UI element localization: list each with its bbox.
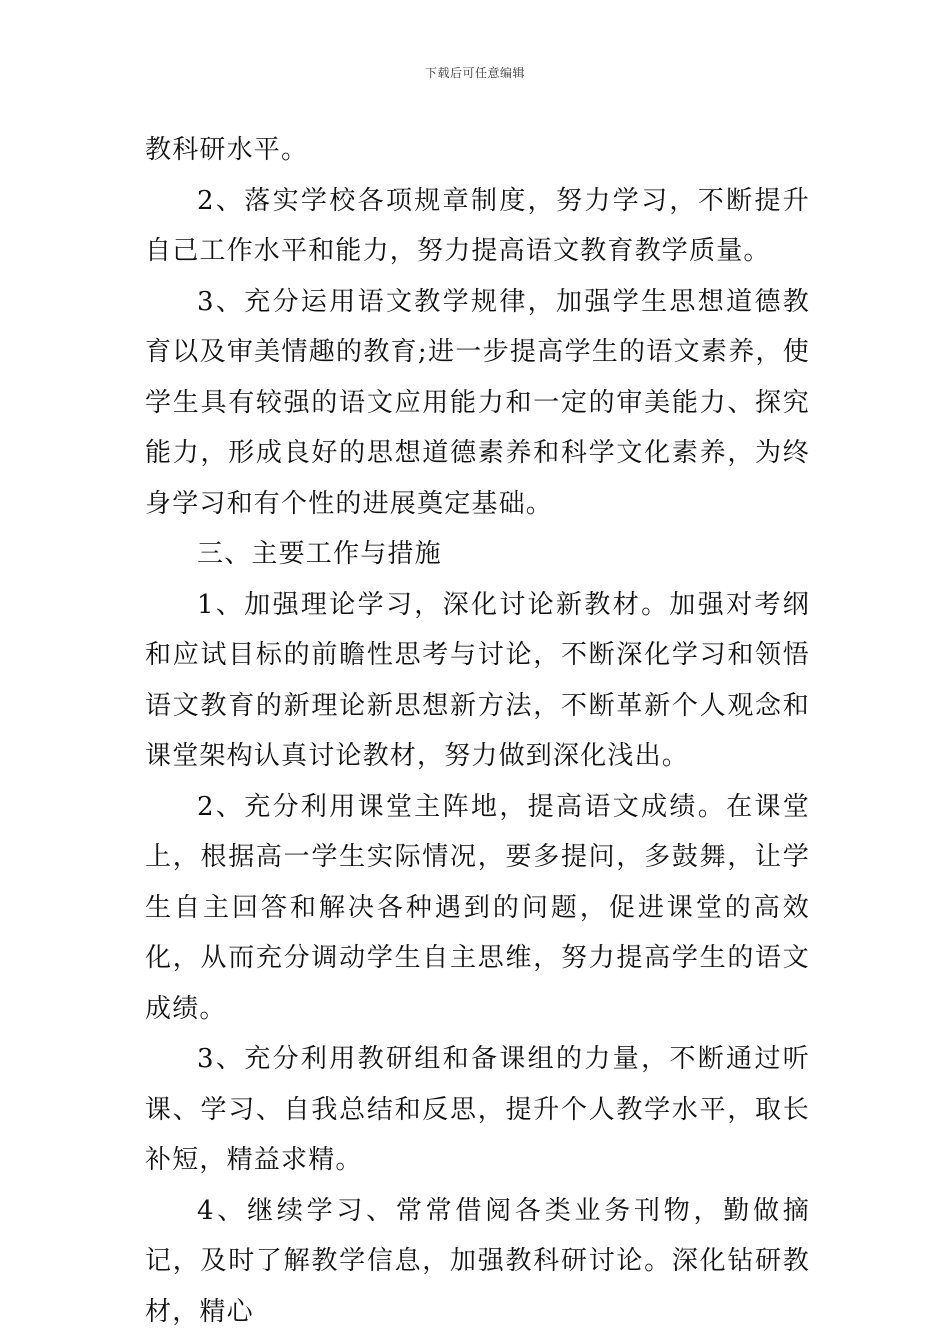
paragraph-item-3-teaching-rules: 3、充分运用语文教学规律，加强学生思想道德教育以及审美情趣的教育;进一步提高学生的语文素养，使学生具有较强的语文应用能力和一定的审美能力、探究能力，形成良好的思想道德素养和科学文化素养，为终身学习和有个性的进展奠定基础。 [145,286,810,519]
page-header: 下载后可任意编辑 [424,66,525,80]
document-body [145,125,810,1337]
paragraph-measure-1: 1、加强理论学习，深化讨论新教材。加强对考纲和应试目标的前瞻性思考与讨论，不断深化学习和领悟语文教育的新理论新思想新方法，不断革新个人观念和课堂架构认真讨论教材，努力做到深化浅出。 [145,589,810,771]
paragraph-measure-4: 4、继续学习、常常借阅各类业务刊物，勤做摘记，及时了解教学信息，加强教科研讨论。深化钻研教材，精心 [145,1195,810,1327]
paragraph-item-2-regulations: 2、落实学校各项规章制度，努力学习，不断提升自己工作水平和能力，努力提高语文教育教学质量。 [145,185,810,266]
paragraph-measure-2: 2、充分利用课堂主阵地，提高语文成绩。在课堂上，根据高一学生实际情况，要多提问，多鼓舞，让学生自主回答和解决各种遇到的问题，促进课堂的高效化，从而充分调动学生自主思维，努力提高学生的语文成绩。 [145,791,810,1024]
section-heading-main-work: 三、主要工作与措施 [197,539,442,569]
paragraph-continuation: 教科研水平。 [145,135,309,165]
paragraph-measure-3: 3、充分利用教研组和备课组的力量，不断通过听课、学习、自我总结和反思，提升个人教学水平，取长补短，精益求精。 [145,1044,810,1175]
